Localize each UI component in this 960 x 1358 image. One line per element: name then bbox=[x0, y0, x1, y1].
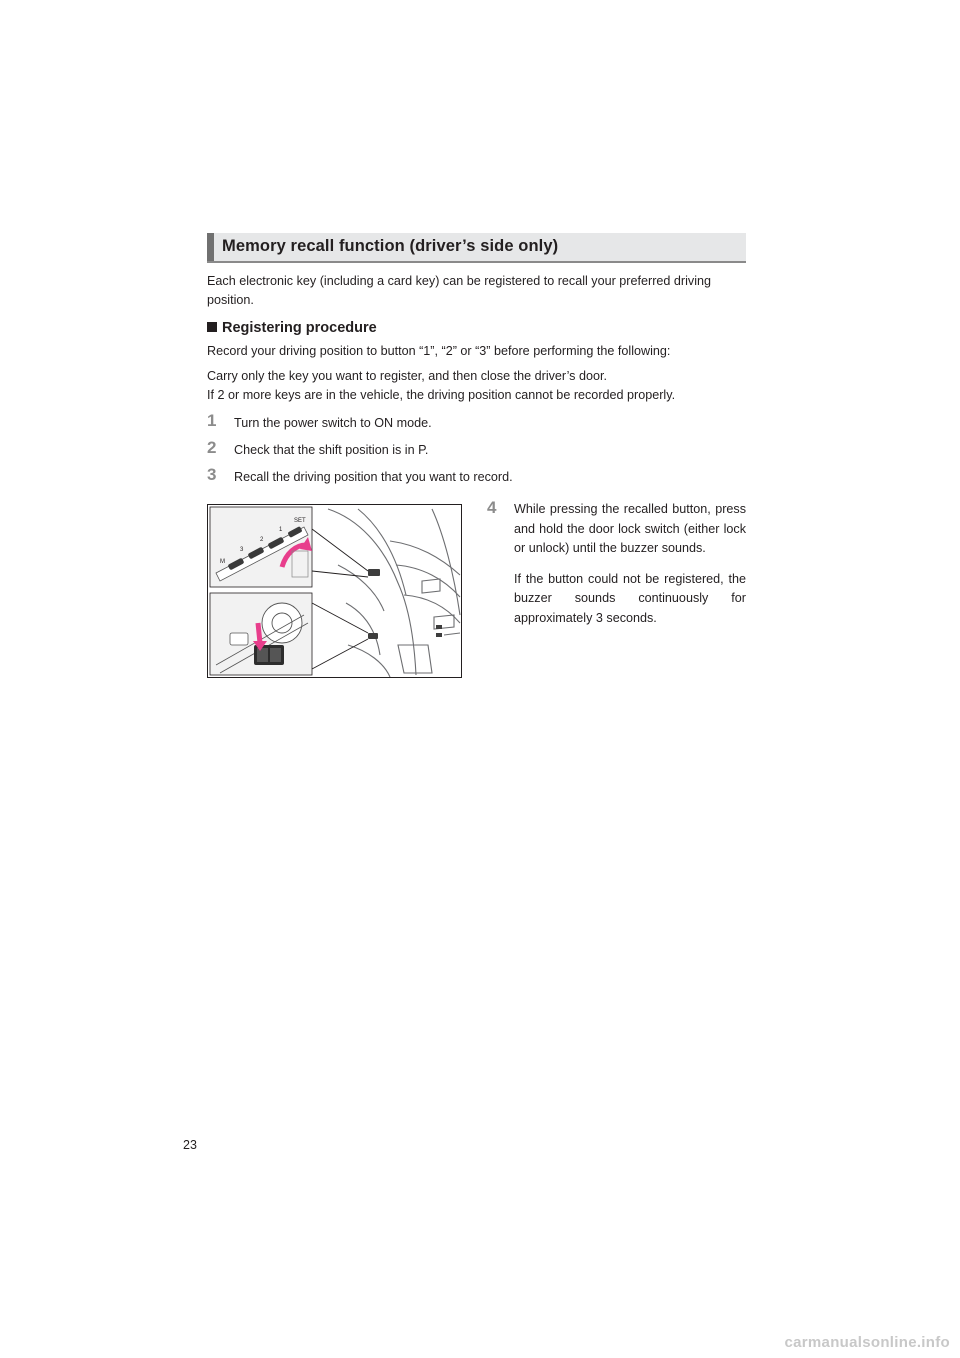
step-number: 1 bbox=[207, 411, 217, 430]
instruction-line-2: Carry only the key you want to register, and then close the driver’s door. bbox=[207, 369, 607, 383]
step-text: Turn the power switch to ON mode. bbox=[234, 416, 432, 430]
subsection-heading bbox=[207, 320, 377, 336]
door-interior-illustration bbox=[208, 505, 461, 677]
section-title: Memory recall function (driver’s side only) bbox=[222, 237, 559, 255]
memory-buttons-illustration bbox=[210, 507, 312, 587]
svg-text:M: M bbox=[220, 559, 225, 565]
step-number: 3 bbox=[207, 465, 217, 484]
door-lock-switch-illustration bbox=[210, 593, 312, 675]
instruction-line-3: If 2 or more keys are in the vehicle, the driving position cannot be recorded properly. bbox=[207, 388, 676, 402]
subsection-title: Registering procedure bbox=[222, 320, 377, 336]
svg-text:SET: SET bbox=[294, 518, 306, 524]
instruction-line-1: Record your driving position to button “1”, “2” or “3” before performing the following: bbox=[207, 344, 671, 358]
watermark: carmanualsonline.info bbox=[784, 1334, 950, 1351]
square-bullet-icon bbox=[207, 322, 217, 332]
memory-switch-figure bbox=[207, 504, 462, 678]
intro-paragraph: Each electronic key (including a card key) can be registered to recall your preferred driving position. bbox=[207, 274, 711, 307]
step-text: Recall the driving position that you want to record. bbox=[234, 470, 513, 484]
svg-text:2: 2 bbox=[260, 537, 264, 543]
step-text: Check that the shift position is in P. bbox=[234, 443, 429, 457]
section-header bbox=[207, 233, 746, 263]
step-number: 4 bbox=[487, 498, 497, 517]
step-note: If the button could not be registered, the buzzer sounds continuously for approximately 3 seconds. bbox=[514, 571, 746, 625]
page-number: 23 bbox=[183, 1138, 197, 1152]
svg-text:1: 1 bbox=[279, 527, 283, 533]
step-text: While pressing the recalled button, press and hold the door lock switch (either lock or unlock) until the buzzer sounds. bbox=[514, 502, 746, 555]
step-number: 2 bbox=[207, 438, 217, 457]
svg-text:3: 3 bbox=[240, 547, 244, 553]
step-4 bbox=[487, 500, 746, 628]
section-header-bar bbox=[207, 233, 214, 261]
